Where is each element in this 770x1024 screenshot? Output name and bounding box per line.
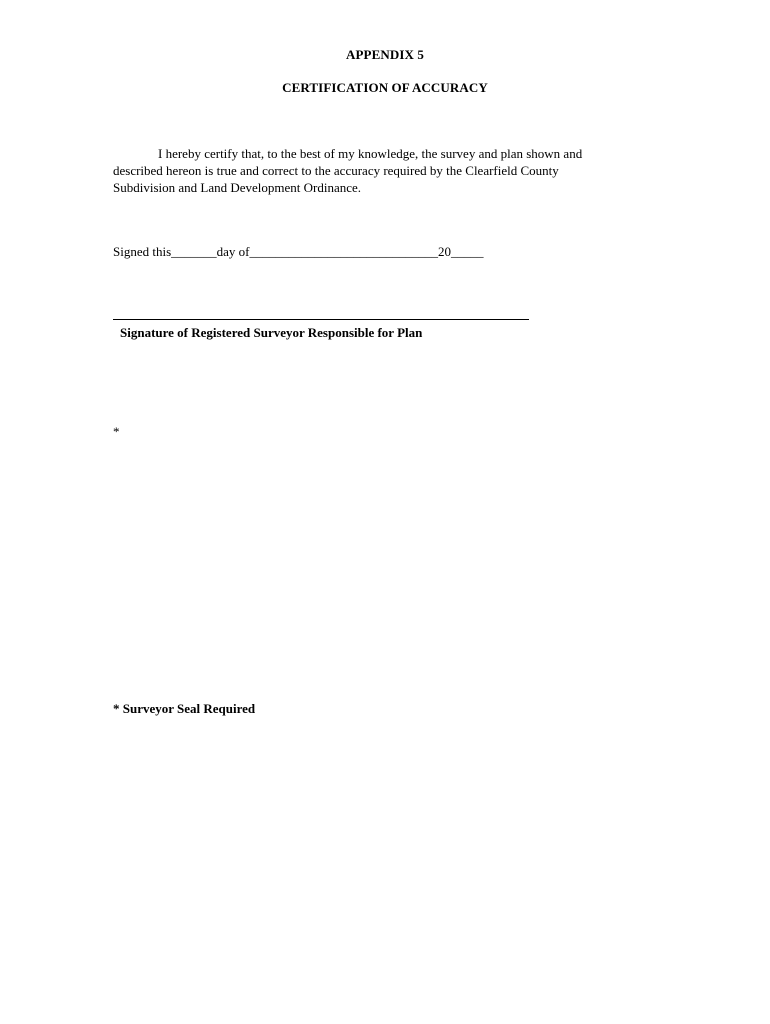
paragraph-line: I hereby certify that, to the best of my knowledge, the survey and plan shown and (158, 146, 583, 161)
signature-line (113, 319, 529, 320)
paragraph-line: Subdivision and Land Development Ordinance. (113, 180, 362, 195)
paragraph-line: described hereon is true and correct to the accuracy required by the Clearfield County (113, 163, 559, 178)
certification-paragraph (113, 145, 633, 196)
seal-marker: * (113, 424, 120, 439)
signature-label: Signature of Registered Surveyor Responsible for Plan (120, 325, 423, 340)
appendix-heading: APPENDIX 5 (346, 47, 424, 62)
certification-title: CERTIFICATION OF ACCURACY (282, 80, 488, 95)
seal-required-note: * Surveyor Seal Required (113, 701, 256, 716)
signed-date-line: Signed this_______day of_____________________________20_____ (113, 244, 484, 259)
